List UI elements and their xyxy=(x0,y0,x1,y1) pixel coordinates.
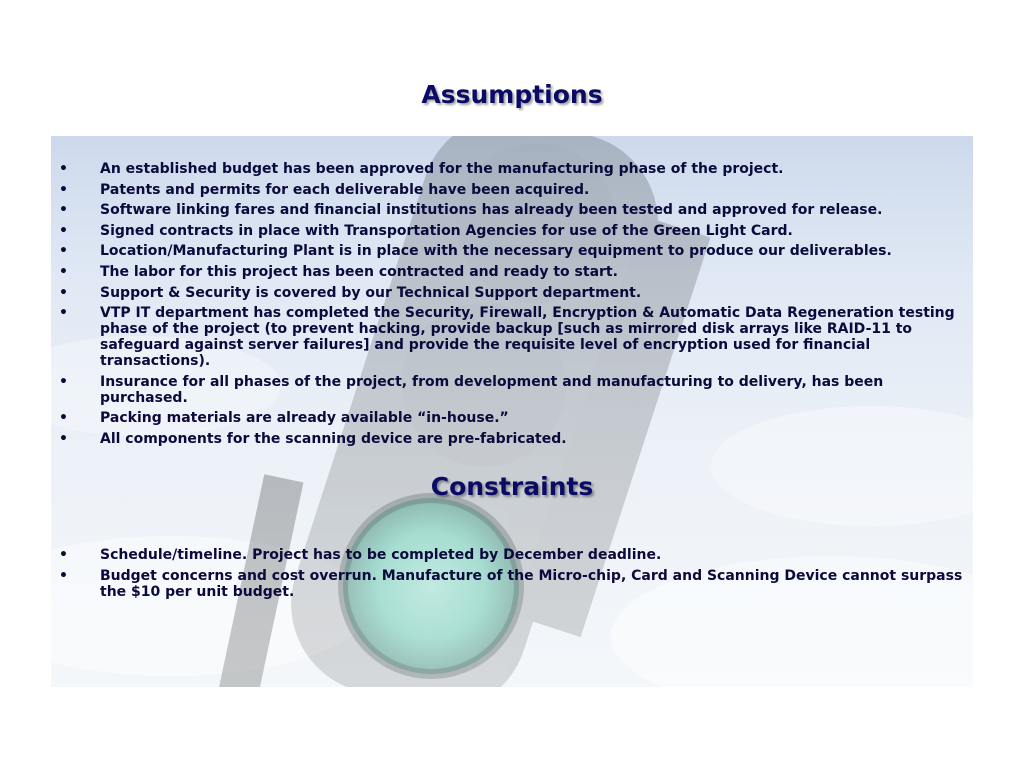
list-item-text: Signed contracts in place with Transportation Agencies for use of the Green Light Card. xyxy=(100,222,793,239)
bullet: • xyxy=(59,243,68,260)
constraints-title: Constraints xyxy=(430,472,594,501)
list-item-text: Software linking fares and financial institutions has already been tested and approved for release. xyxy=(100,202,883,219)
list-item-text: Location/Manufacturing Plant is in place with the necessary equipment to produce our deliverables. xyxy=(100,243,892,260)
bullet: • xyxy=(59,284,68,301)
bullet: • xyxy=(59,161,68,177)
bullet: • xyxy=(59,263,68,280)
list-item-text: The labor for this project has been contracted and ready to start. xyxy=(100,263,618,280)
list-item-text: Insurance for all phases of the project, from development and manufacturing to delivery, has been purchased. xyxy=(100,373,884,406)
list-item-text: Packing materials are already available “in-house.” xyxy=(100,410,509,427)
list-item-text: An established budget has been approved for the manufacturing phase of the project. xyxy=(100,161,784,177)
list-item-text: Budget concerns and cost overrun. Manufacture of the Micro-chip, Card and Scanning Device cannot surpass the $10 per unit budget. xyxy=(100,567,963,600)
list-item xyxy=(59,305,969,369)
bullet: • xyxy=(59,202,68,219)
list-item-text: Schedule/timeline. Project has to be completed by December deadline. xyxy=(100,547,662,563)
list-item-text: Patents and permits for each deliverable have been acquired. xyxy=(100,181,590,198)
list-item xyxy=(59,285,969,301)
assumptions-title: Assumptions xyxy=(421,80,603,109)
bullet: • xyxy=(59,430,68,447)
list-item xyxy=(59,410,969,426)
assumptions-list xyxy=(59,161,969,452)
list-item xyxy=(59,547,969,563)
list-item xyxy=(59,431,969,447)
list-item xyxy=(59,202,969,218)
bullet: • xyxy=(59,547,68,563)
list-item xyxy=(59,264,969,280)
list-item-text: All components for the scanning device are pre-fabricated. xyxy=(100,430,567,447)
list-item xyxy=(59,243,969,259)
bullet: • xyxy=(59,222,68,239)
bullet: • xyxy=(59,373,68,390)
bullet: • xyxy=(59,567,68,584)
list-item xyxy=(59,182,969,198)
constraints-list xyxy=(59,547,969,604)
list-item-text: VTP IT department has completed the Security, Firewall, Encryption & Automatic Data Regeneration testing phase of the project (to prevent hacking, provide backup [such as mirrored disk arrays like RAID-11 to safeguard against server failures] and provide the requisite level of encryption used for financial transactions). xyxy=(100,305,955,370)
list-item xyxy=(59,223,969,239)
bullet: • xyxy=(59,181,68,198)
bullet: • xyxy=(59,410,68,427)
list-item xyxy=(59,374,969,406)
bullet: • xyxy=(59,305,68,322)
list-item-text: Support & Security is covered by our Technical Support department. xyxy=(100,284,642,301)
list-item xyxy=(59,161,969,177)
list-item xyxy=(59,568,969,600)
